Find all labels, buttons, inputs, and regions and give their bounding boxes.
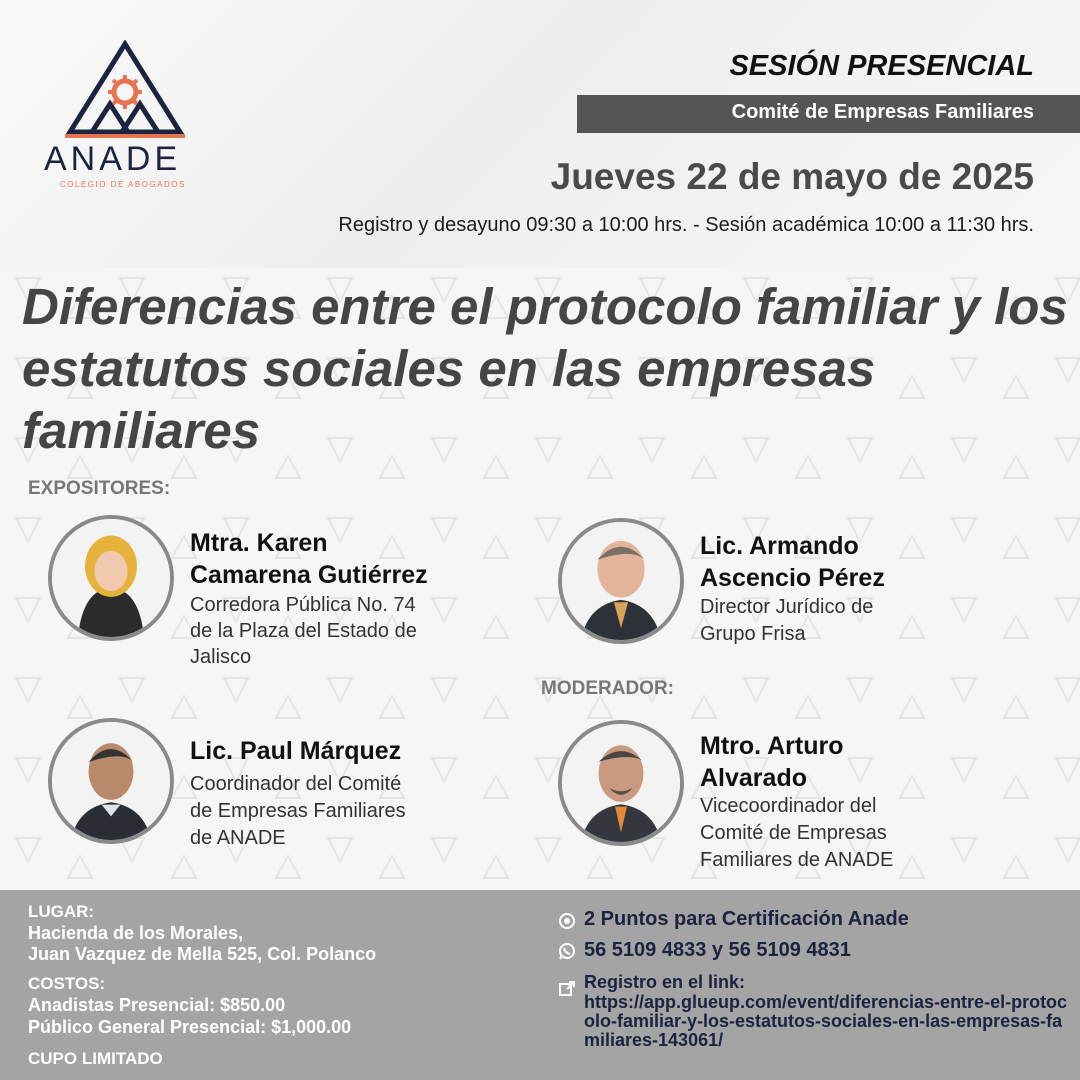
speaker-role-line: Jalisco — [190, 646, 252, 668]
speaker-name-line1: Lic. Paul Márquez — [190, 737, 402, 765]
speaker-photo-karen — [48, 515, 174, 641]
logo-tagline: COLEGIO DE ABOGADOS — [60, 180, 186, 189]
whatsapp-icon — [558, 942, 576, 960]
speakers-label: EXPOSITORES: — [28, 478, 171, 499]
external-link-icon — [558, 980, 576, 998]
venue-line: Juan Vazquez de Mella 525, Col. Polanco — [28, 944, 377, 964]
costs-label: COSTOS: — [28, 974, 106, 993]
committee-name: Comité de Empresas Familiares — [731, 101, 1034, 123]
moderator-name-line2: Alvarado — [700, 764, 807, 792]
moderator-role-line: Familiares de ANADE — [700, 849, 894, 871]
session-type: SESIÓN PRESENCIAL — [729, 50, 1034, 82]
register-link[interactable]: https://app.glueup.com/event/diferencias-entre-el-protocolo-familiar-y-los-estatutos-sociales-en-las-empresas-familiares-143061/ — [584, 992, 1068, 1050]
speaker-role-line: Grupo Frisa — [700, 623, 806, 645]
certification-points: 2 Puntos para Certificación Anade — [584, 908, 909, 930]
target-icon — [558, 912, 576, 930]
moderator-role-line: Vicecoordinador del — [700, 795, 877, 817]
register-label: Registro en el link: — [584, 972, 746, 992]
speaker-name-line1: Mtra. Karen — [190, 529, 328, 557]
contact-phones: 56 5109 4833 y 56 5109 4831 — [584, 939, 851, 961]
speaker-role-line: de ANADE — [190, 827, 286, 849]
speaker-name-line2: Camarena Gutiérrez — [190, 561, 428, 589]
event-schedule: Registro y desayuno 09:30 a 10:00 hrs. - Sesión académica 10:00 a 11:30 hrs. — [338, 214, 1034, 236]
cost-line: Anadistas Presencial: $850.00 — [28, 995, 286, 1015]
speaker-role-line: Corredora Pública No. 74 — [190, 594, 416, 616]
speaker-role-line: de la Plaza del Estado de — [190, 620, 417, 642]
limited-capacity: CUPO LIMITADO — [28, 1049, 163, 1068]
cost-line: Público General Presencial: $1,000.00 — [28, 1017, 352, 1037]
speaker-photo-armando — [558, 518, 684, 644]
event-date: Jueves 22 de mayo de 2025 — [550, 156, 1034, 197]
moderator-role-line: Comité de Empresas — [700, 822, 887, 844]
venue-line: Hacienda de los Morales, — [28, 923, 244, 943]
speaker-role-line: de Empresas Familiares — [190, 800, 406, 822]
speaker-photo-paul — [48, 718, 174, 844]
speaker-role-line: Coordinador del Comité — [190, 773, 402, 795]
moderator-label: MODERADOR: — [541, 678, 674, 699]
logo-wordmark: ANADE — [44, 140, 182, 178]
speaker-name-line2: Ascencio Pérez — [700, 564, 885, 592]
speaker-role-line: Director Jurídico de — [700, 596, 874, 618]
venue-label: LUGAR: — [28, 902, 95, 921]
moderator-photo — [558, 720, 684, 846]
speaker-name-line1: Lic. Armando — [700, 532, 859, 560]
event-title: Diferencias entre el protocolo familiar y los estatutos sociales en las empresas familiares — [22, 278, 1068, 459]
moderator-name-line1: Mtro. Arturo — [700, 732, 844, 760]
